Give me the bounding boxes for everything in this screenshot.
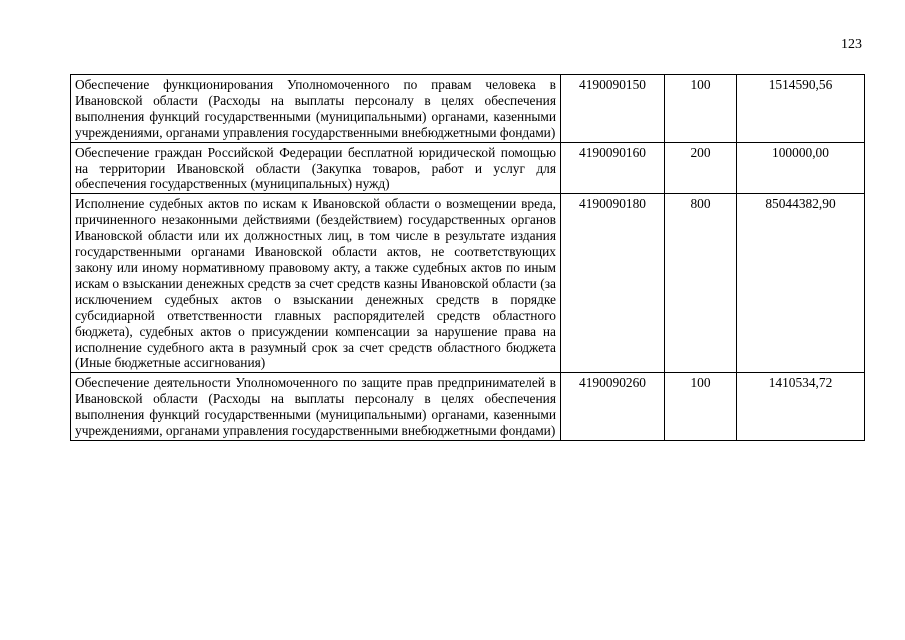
row-target-code: 4190090180 [561, 194, 665, 373]
row-amount: 1514590,56 [737, 75, 865, 143]
table-row [71, 75, 865, 143]
row-expense-type: 200 [665, 142, 737, 194]
row-description: Обеспечение граждан Российской Федерации бесплатной юридической помощью на территории Ивановской области (Закупка товаров, работ и услуг для обеспечения государственных (муниципальных) нужд) [71, 142, 561, 194]
table-row [71, 373, 865, 441]
row-description: Исполнение судебных актов по искам к Ивановской области о возмещении вреда, причиненного незаконными действиями (бездействием) государственных органов Ивановской области или их должностных лиц, в том числе в результате издания государственными органами Ивановской области актов, не соответствующих закону или иному нормативному правовому акту, а также судебных актов по иным искам о взыскании денежных средств за счет средств казны Ивановской области (за исключением судебных актов о взыскании денежных средств в порядке субсидиарной ответственности главных распорядителей средств областного бюджета), судебных актов о присуждении компенсации за нарушение права на исполнение судебного акта в разумный срок за счет средств областного бюджета (Иные бюджетные ассигнования) [71, 194, 561, 373]
row-expense-type: 800 [665, 194, 737, 373]
row-description: Обеспечение функционирования Уполномоченного по правам человека в Ивановской области (Расходы на выплаты персоналу в целях обеспечения выполнения функций государственными (муниципальными) органами, казенными учреждениями, органами управления государственными внебюджетными фондами) [71, 75, 561, 143]
row-amount: 85044382,90 [737, 194, 865, 373]
row-amount: 1410534,72 [737, 373, 865, 441]
row-target-code: 4190090150 [561, 75, 665, 143]
budget-table [70, 74, 865, 441]
row-expense-type: 100 [665, 373, 737, 441]
row-target-code: 4190090260 [561, 373, 665, 441]
row-description: Обеспечение деятельности Уполномоченного по защите прав предпринимателей в Ивановской области (Расходы на выплаты персоналу в целях обеспечения выполнения функций государственными (муниципальными) органами, казенными учреждениями, органами управления государственными внебюджетными фондами) [71, 373, 561, 441]
row-target-code: 4190090160 [561, 142, 665, 194]
table-row [71, 142, 865, 194]
row-amount: 100000,00 [737, 142, 865, 194]
table-row [71, 194, 865, 373]
row-expense-type: 100 [665, 75, 737, 143]
page-number: 123 [841, 37, 862, 52]
